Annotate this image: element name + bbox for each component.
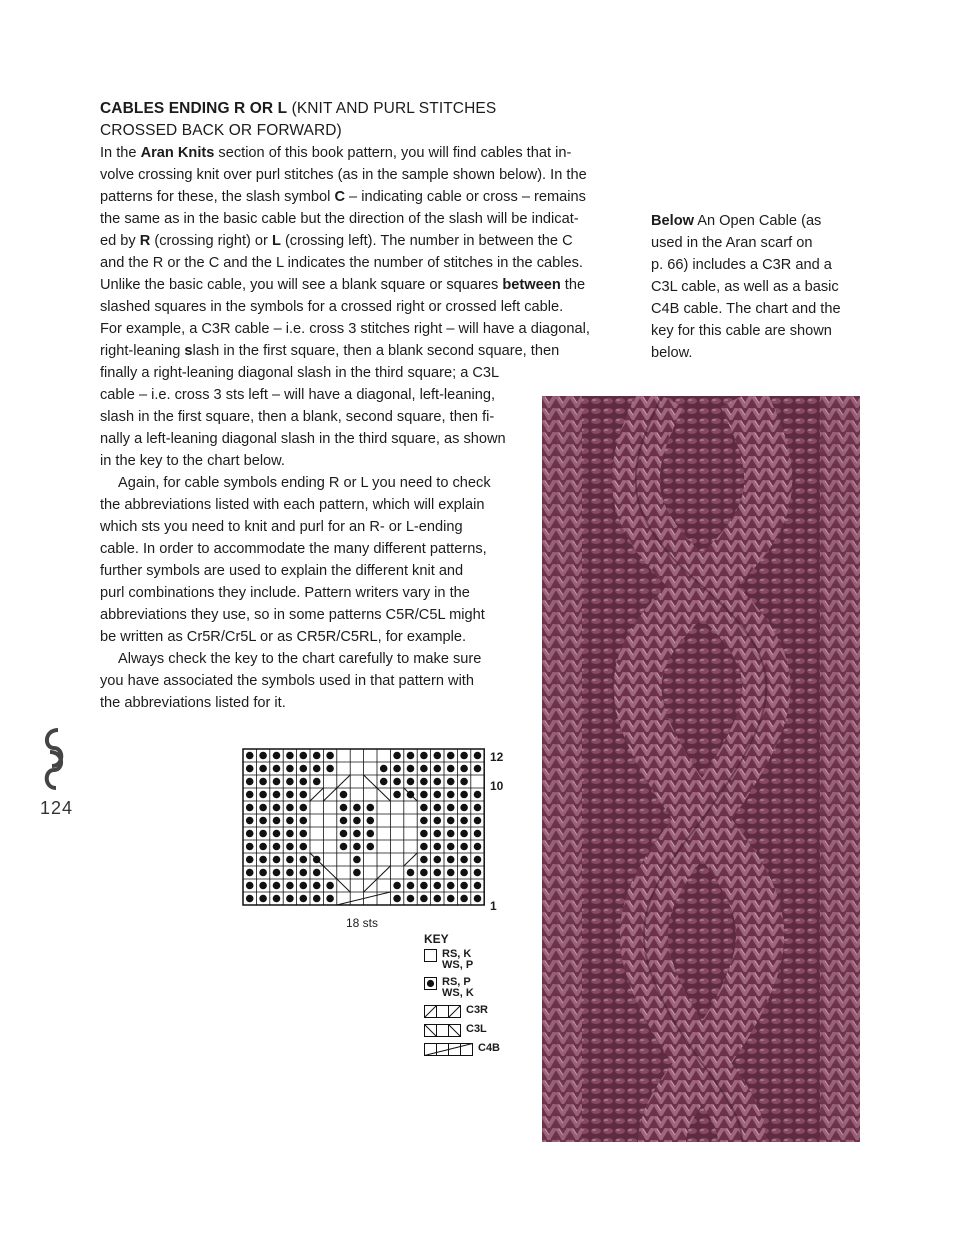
purl-stitch-dot bbox=[353, 804, 361, 812]
purl-stitch-dot bbox=[286, 804, 294, 812]
purl-stitch-dot bbox=[407, 869, 415, 877]
key-c3l: C3L bbox=[424, 1024, 500, 1037]
purl-stitch-dot bbox=[420, 752, 428, 760]
purl-stitch-dot bbox=[420, 817, 428, 825]
purl-stitch-dot bbox=[286, 752, 294, 760]
purl-stitch-dot bbox=[460, 882, 468, 890]
purl-stitch-dot bbox=[474, 817, 482, 825]
c4b-symbol-icon bbox=[424, 1043, 473, 1056]
purl-stitch-dot bbox=[326, 752, 334, 760]
purl-stitch-dot bbox=[313, 778, 321, 786]
purl-stitch-dot bbox=[273, 804, 281, 812]
purl-stitch-dot bbox=[460, 791, 468, 799]
stitch-count-label: 18 sts bbox=[346, 916, 379, 930]
purl-stitch-dot bbox=[300, 869, 308, 877]
purl-stitch-dot bbox=[300, 830, 308, 838]
purl-stitch-dot bbox=[300, 856, 308, 864]
purl-stitch-dot bbox=[474, 882, 482, 890]
purl-stitch-dot bbox=[460, 752, 468, 760]
purl-stitch-dot bbox=[380, 765, 388, 773]
purl-stitch-dot bbox=[434, 882, 442, 890]
purl-stitch-dot bbox=[286, 791, 294, 799]
purl-stitch-dot bbox=[259, 804, 267, 812]
purl-stitch-dot bbox=[474, 765, 482, 773]
purl-stitch-dot bbox=[474, 895, 482, 903]
chart-key bbox=[424, 934, 500, 1062]
row-label-12: 12 bbox=[490, 750, 504, 764]
purl-stitch-dot bbox=[313, 882, 321, 890]
purl-stitch-dot bbox=[286, 843, 294, 851]
key-c4b: C4B bbox=[424, 1043, 500, 1056]
purl-stitch-dot bbox=[434, 791, 442, 799]
purl-stitch-dot bbox=[353, 869, 361, 877]
purl-stitch-dot bbox=[326, 895, 334, 903]
purl-stitch-dot bbox=[393, 791, 401, 799]
purl-stitch-dot bbox=[460, 843, 468, 851]
purl-stitch-dot bbox=[273, 752, 281, 760]
purl-stitch-dot bbox=[474, 830, 482, 838]
purl-stitch-dot bbox=[300, 817, 308, 825]
purl-stitch-dot bbox=[246, 830, 254, 838]
purl-stitch-dot bbox=[259, 843, 267, 851]
purl-stitch-dot bbox=[300, 791, 308, 799]
purl-stitch-dot bbox=[313, 895, 321, 903]
purl-stitch-dot bbox=[246, 752, 254, 760]
paragraph-3: Always check the key to the chart carefully to make sure you have associated the symbols used in that pattern with the abbreviations listed for it. bbox=[100, 651, 482, 711]
purl-stitch-dot bbox=[246, 869, 254, 877]
purl-stitch-dot bbox=[420, 895, 428, 903]
purl-stitch-dot bbox=[420, 869, 428, 877]
knitting-chart bbox=[240, 746, 490, 912]
purl-stitch-dot bbox=[326, 765, 334, 773]
purl-stitch-dot bbox=[340, 843, 348, 851]
row-label-10: 10 bbox=[490, 779, 504, 793]
purl-stitch-dot bbox=[259, 752, 267, 760]
purl-stitch-dot bbox=[259, 817, 267, 825]
purl-stitch-dot bbox=[313, 765, 321, 773]
purl-stitch-dot bbox=[286, 778, 294, 786]
purl-stitch-dot bbox=[259, 895, 267, 903]
purl-stitch-dot bbox=[246, 765, 254, 773]
purl-stitch-dot bbox=[300, 804, 308, 812]
purl-stitch-dot bbox=[273, 869, 281, 877]
purl-stitch-dot bbox=[474, 804, 482, 812]
purl-stitch-dot bbox=[474, 791, 482, 799]
row-label-1: 1 bbox=[490, 899, 497, 913]
purl-stitch-dot bbox=[434, 895, 442, 903]
purl-stitch-dot bbox=[380, 778, 388, 786]
purl-stitch-dot bbox=[447, 752, 455, 760]
purl-stitch-dot bbox=[447, 804, 455, 812]
purl-stitch-dot bbox=[313, 752, 321, 760]
purl-stitch-dot bbox=[273, 765, 281, 773]
purl-stitch-dot bbox=[434, 804, 442, 812]
purl-stitch-dot bbox=[353, 817, 361, 825]
purl-stitch-dot bbox=[286, 869, 294, 877]
purl-stitch-dot bbox=[300, 882, 308, 890]
purl-stitch-dot bbox=[340, 791, 348, 799]
purl-stitch-dot bbox=[447, 778, 455, 786]
open-cable-photo bbox=[542, 396, 860, 1142]
purl-stitch-dot bbox=[273, 856, 281, 864]
purl-stitch-dot bbox=[286, 856, 294, 864]
purl-stitch-dot bbox=[286, 895, 294, 903]
purl-stitch-dot bbox=[434, 778, 442, 786]
purl-stitch-dot bbox=[407, 882, 415, 890]
purl-stitch-dot bbox=[300, 778, 308, 786]
purl-stitch-dot bbox=[259, 791, 267, 799]
purl-stitch-dot bbox=[367, 830, 375, 838]
purl-stitch-dot bbox=[434, 856, 442, 864]
purl-stitch-dot bbox=[447, 791, 455, 799]
purl-stitch-dot bbox=[460, 869, 468, 877]
knit-square-icon bbox=[424, 949, 437, 962]
purl-stitch-dot bbox=[447, 882, 455, 890]
purl-stitch-dot bbox=[286, 817, 294, 825]
purl-stitch-dot bbox=[407, 895, 415, 903]
purl-stitch-dot bbox=[434, 752, 442, 760]
purl-stitch-dot bbox=[353, 843, 361, 851]
purl-stitch-dot bbox=[259, 765, 267, 773]
purl-stitch-dot bbox=[273, 830, 281, 838]
purl-stitch-dot bbox=[407, 765, 415, 773]
purl-stitch-dot bbox=[246, 895, 254, 903]
purl-stitch-dot bbox=[367, 804, 375, 812]
purl-stitch-dot bbox=[393, 778, 401, 786]
photo-caption: Below An Open Cable (as used in the Aran scarf on p. 66) includes a C3R and a C3L cable, as well as a basic C4B cable. The chart and the key for this cable are shown below. bbox=[651, 213, 841, 361]
page-number: 124 bbox=[40, 798, 74, 818]
purl-stitch-dot bbox=[259, 869, 267, 877]
purl-stitch-dot bbox=[447, 765, 455, 773]
purl-stitch-dot bbox=[420, 856, 428, 864]
key-knit: RS, K WS, P bbox=[424, 949, 500, 971]
purl-stitch-dot bbox=[407, 752, 415, 760]
purl-stitch-dot bbox=[420, 882, 428, 890]
purl-stitch-dot bbox=[340, 804, 348, 812]
purl-stitch-dot bbox=[460, 817, 468, 825]
purl-stitch-dot bbox=[447, 895, 455, 903]
purl-stitch-dot bbox=[340, 830, 348, 838]
purl-stitch-dot bbox=[434, 830, 442, 838]
purl-stitch-dot bbox=[246, 843, 254, 851]
purl-stitch-dot bbox=[460, 804, 468, 812]
purl-stitch-dot bbox=[246, 817, 254, 825]
purl-stitch-dot bbox=[407, 778, 415, 786]
purl-stitch-dot bbox=[460, 856, 468, 864]
purl-stitch-dot bbox=[286, 882, 294, 890]
purl-stitch-dot bbox=[367, 817, 375, 825]
purl-stitch-dot bbox=[474, 752, 482, 760]
purl-stitch-dot bbox=[460, 765, 468, 773]
purl-stitch-dot bbox=[300, 895, 308, 903]
purl-stitch-dot bbox=[447, 856, 455, 864]
key-title: KEY bbox=[424, 932, 449, 946]
purl-stitch-dot bbox=[420, 791, 428, 799]
purl-stitch-dot bbox=[259, 778, 267, 786]
purl-stitch-dot bbox=[300, 765, 308, 773]
purl-stitch-dot bbox=[460, 895, 468, 903]
purl-stitch-dot bbox=[447, 817, 455, 825]
purl-dot-icon bbox=[424, 977, 437, 990]
purl-stitch-dot bbox=[246, 856, 254, 864]
purl-stitch-dot bbox=[259, 830, 267, 838]
purl-stitch-dot bbox=[273, 791, 281, 799]
purl-stitch-dot bbox=[447, 843, 455, 851]
purl-stitch-dot bbox=[420, 804, 428, 812]
purl-stitch-dot bbox=[273, 778, 281, 786]
paragraph-1: In the Aran Knits section of this book pattern, you will find cables that in- volve crossing knit over purl stitches (as in the sample shown below). In the patterns for these, the slash symbol C – indicating cable or cross – remains the same as in the basic cable but the direction of the slash will be indicat- ed by R (crossing right) or L (crossing left). The number in between the C and the R or the C and the L indicates the number of stitches in the cables. Unlike the basic cable, you will see a blank square or squares between the slashed squares in the symbols for a crossed right or crossed left cable. For example, a C3R cable – i.e. cross 3 stitches right – will have a diagonal, right-leaning slash in the first square, then a blank second square, then finally a right-leaning diagonal slash in the third square; a C3L cable – i.e. cross 3 sts left – will have a diagonal, left-leaning, slash in the first square, then a blank, second square, then fi- nally a left-leaning diagonal slash in the third square, as shown in the key to the chart below. bbox=[100, 145, 590, 469]
purl-stitch-dot bbox=[273, 843, 281, 851]
purl-stitch-dot bbox=[447, 830, 455, 838]
purl-stitch-dot bbox=[353, 856, 361, 864]
purl-stitch-dot bbox=[300, 843, 308, 851]
purl-stitch-dot bbox=[447, 869, 455, 877]
purl-stitch-dot bbox=[259, 856, 267, 864]
purl-stitch-dot bbox=[367, 843, 375, 851]
key-purl: RS, P WS, K bbox=[424, 977, 500, 999]
purl-stitch-dot bbox=[474, 843, 482, 851]
purl-stitch-dot bbox=[460, 778, 468, 786]
purl-stitch-dot bbox=[393, 752, 401, 760]
purl-stitch-dot bbox=[326, 882, 334, 890]
purl-stitch-dot bbox=[273, 817, 281, 825]
purl-stitch-dot bbox=[474, 869, 482, 877]
purl-stitch-dot bbox=[246, 791, 254, 799]
purl-stitch-dot bbox=[420, 843, 428, 851]
purl-stitch-dot bbox=[246, 882, 254, 890]
knit-texture-image bbox=[542, 396, 860, 1142]
purl-stitch-dot bbox=[273, 882, 281, 890]
purl-stitch-dot bbox=[286, 830, 294, 838]
c3l-symbol-icon bbox=[424, 1024, 461, 1037]
purl-stitch-dot bbox=[353, 830, 361, 838]
purl-stitch-dot bbox=[286, 765, 294, 773]
purl-stitch-dot bbox=[420, 778, 428, 786]
chain-link-icon bbox=[40, 726, 68, 792]
purl-stitch-dot bbox=[460, 830, 468, 838]
c3r-symbol-icon bbox=[424, 1005, 461, 1018]
paragraph-2: Again, for cable symbols ending R or L you need to check the abbreviations listed with each pattern, which will explain which sts you need to knit and purl for an R- or L-ending cable. In order to accommodate the many different patterns, further symbols are used to explain the different knit and purl combinations they include. Pattern writers vary in the abbreviations they use, so in some patterns C5R/C5L might be written as Cr5R/Cr5L or as CR5R/C5RL, for example. bbox=[100, 475, 491, 645]
section-heading: CABLES ENDING R OR L (KNIT AND PURL STITCHES CROSSED BACK OR FORWARD) bbox=[100, 100, 497, 139]
purl-stitch-dot bbox=[434, 765, 442, 773]
purl-stitch-dot bbox=[434, 817, 442, 825]
purl-stitch-dot bbox=[246, 778, 254, 786]
purl-stitch-dot bbox=[434, 869, 442, 877]
purl-stitch-dot bbox=[259, 882, 267, 890]
purl-stitch-dot bbox=[474, 856, 482, 864]
purl-stitch-dot bbox=[340, 817, 348, 825]
purl-stitch-dot bbox=[434, 843, 442, 851]
purl-stitch-dot bbox=[246, 804, 254, 812]
purl-stitch-dot bbox=[393, 882, 401, 890]
purl-stitch-dot bbox=[420, 830, 428, 838]
purl-stitch-dot bbox=[420, 765, 428, 773]
key-c3r: C3R bbox=[424, 1005, 500, 1018]
purl-stitch-dot bbox=[273, 895, 281, 903]
purl-stitch-dot bbox=[313, 869, 321, 877]
purl-stitch-dot bbox=[393, 895, 401, 903]
purl-stitch-dot bbox=[300, 752, 308, 760]
purl-stitch-dot bbox=[393, 765, 401, 773]
